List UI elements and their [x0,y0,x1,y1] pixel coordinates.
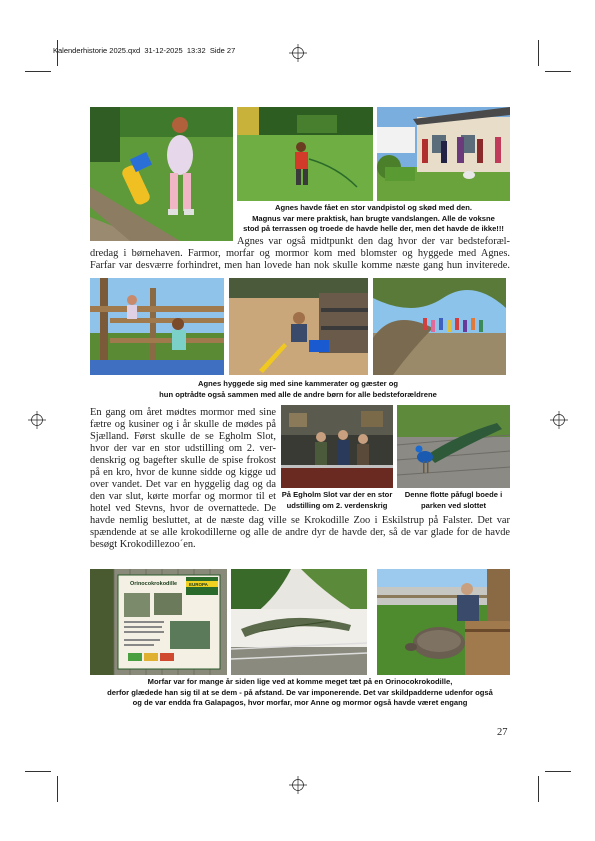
paragraph-family-meeting [90,407,276,515]
caption-bottom-line-2: derfor glædede han sig til at se dem - på afstand. De var imponerende. Det var skildpadderne udenfor også [107,687,493,697]
crop-mark-top-right-v [538,40,539,66]
printer-time: 13:32 [186,46,206,55]
page-number: 27 [497,727,508,738]
printer-slug [53,46,235,55]
paragraph-grandparents-day [90,236,510,272]
printer-page-label: Side 27 [209,46,236,55]
caption-peacock-line-1: Denne flotte påfugl boede i [404,490,503,499]
caption-peacock-line-2: parken ved slottet [421,500,486,510]
caption-top-line-3: stod på terrassen og troede de havde helle der, men det havde de ikke!!! [243,224,504,234]
photo-peacock [397,405,510,488]
paragraph-1-line-1: Agnes var også midtpunkt den dag hvor der var bedsteforæl- [237,236,510,247]
registration-mark-left [28,411,46,429]
caption-top [237,203,510,235]
sign-region: EUROPA [189,582,208,587]
registration-mark-top [289,44,307,62]
caption-top-line-2: Magnus var mere praktisk, han brugte vandslangen. Alle de voksne [252,213,495,223]
paragraph-2-line-2: fætre og kusiner og i år skulle de mødes på [90,419,276,430]
crop-mark-top-left-h [25,71,51,72]
paragraph-2-line-4: hvor der var en stor udstilling om 2. ver- [90,443,276,454]
crop-mark-bottom-left-h [25,771,51,772]
paragraph-2-line-3: Sjælland. Først skulle de se Egholm Slot, [90,431,276,442]
crop-mark-bottom-right-v [538,776,539,802]
crop-mark-bottom-left-v [57,776,58,802]
paragraph-1-line-2: dredag i børnehaven. Farmor, morfar og mormor kom med blomster og hyggede med Agnes. [90,248,510,259]
caption-top-line-1: Agnes havde fået en stor vandpistol og skød med den. [274,203,473,212]
paragraph-2-line-5: denskrig og bagefter skulle de spise frokost [90,455,276,466]
registration-mark-bottom [289,776,307,794]
paragraph-3-line-3: besøgt Krokodillezoo´en. [90,539,196,550]
photo-galapagos-tortoise [377,569,510,675]
caption-bottom-line-1: Morfar var for mange år siden lige ved at komme meget tæt på en Orinocokrokodille, [147,677,453,686]
caption-bottom [90,677,510,709]
caption-second-line-1: Agnes hyggede sig med sine kammerater og gæster og [197,379,399,388]
paragraph-crocodile-zoo [90,515,510,551]
printer-date: 31-12-2025 [144,46,183,55]
paragraph-2-line-8: den var slut, kørte morfar og mormor til et [90,491,276,502]
caption-second [90,379,506,400]
photo-magnus-hose [237,107,373,201]
paragraph-3-line-2: spændende at se alle krokodillerne og alle de andre dyr de havde der, så de var glade for de havde [90,527,510,538]
caption-bottom-line-3: og de var endda fra Galapagos, hvor morfar, mor Anne og mormor også havde været engang [132,698,468,708]
photo-sandbox [229,278,368,375]
paragraph-2-line-1: En gang om året mødtes mormor med sine [90,407,276,418]
paragraph-2-line-6: på en kro, hvor de kunne sidde og kigge ud [90,467,276,478]
photo-egholm-exhibition [281,405,393,488]
crop-mark-bottom-right-h [545,771,571,772]
paragraph-2-line-7: over vandet. Det var en hyggelig dag og da [90,479,276,490]
caption-egholm-line-1: På Egholm Slot var der en stor [281,490,393,499]
registration-mark-right [550,411,568,429]
paragraph-2-line-9: hotel ved Stevns, hvor de overnattede. De [90,503,276,514]
caption-egholm [279,490,395,511]
paragraph-3-line-1: havde nemlig besluttet, at de næste dag ville se Krokodille Zoo i Eskilstrup på Falster. Det var [90,515,510,526]
caption-second-line-2: hun optrådte også sammen med alle de andre børn for alle bedsteforældrene [159,389,437,399]
crop-mark-top-right-h [545,71,571,72]
paragraph-1-line-3: Farfar var desværre forhindret, men han lovede han nok skulle komme næste gang hun inviterede. [90,260,510,271]
photo-crocodile-sign [90,569,227,675]
sign-title: Orinocokrokodille [130,581,178,587]
photo-playground-climbing [90,278,224,375]
photo-children-performance [373,278,506,375]
crop-mark-top-left-v [57,40,58,66]
photo-crocodile-enclosure [231,569,367,675]
caption-peacock [397,490,510,511]
printer-file: Kalenderhistorie 2025.qxd [53,46,141,55]
caption-egholm-line-2: udstilling om 2. verdenskrig [286,500,388,510]
photo-terrace-adults [377,107,510,201]
photo-agnes-water-gun [90,107,233,241]
